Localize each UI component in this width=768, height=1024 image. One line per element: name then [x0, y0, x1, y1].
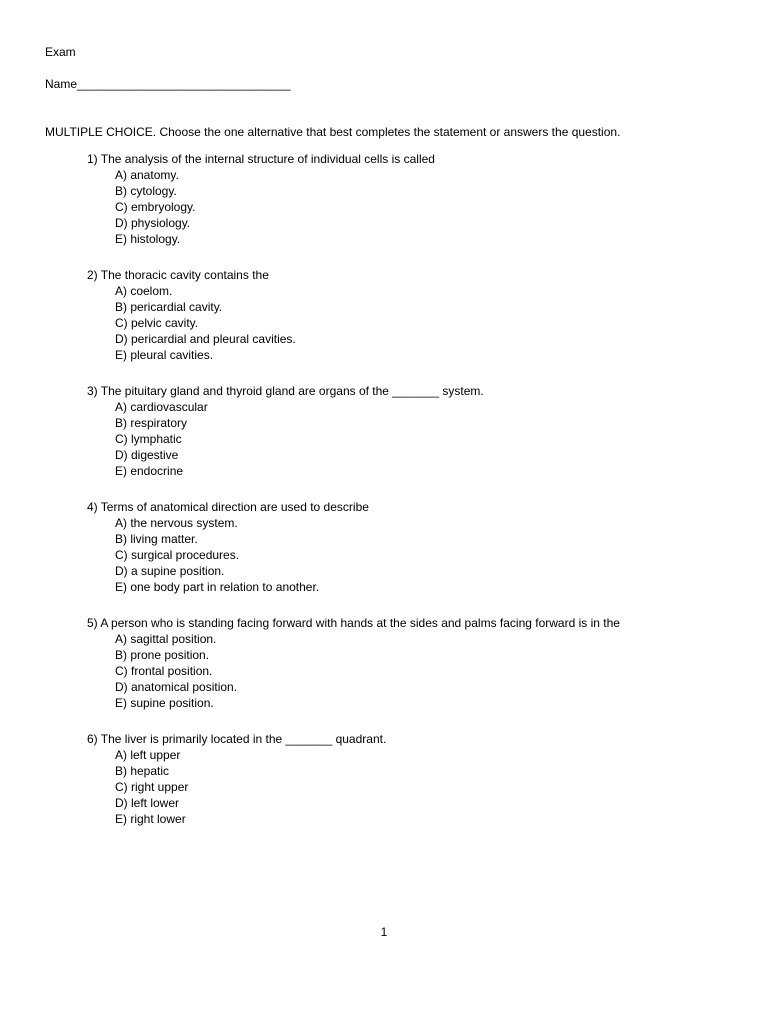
answer-choice-d: D) digestive	[115, 448, 179, 462]
answer-choice-c: C) lymphatic	[115, 432, 182, 446]
answer-choice-a: A) cardiovascular	[115, 400, 208, 414]
answer-choice-c: C) frontal position.	[115, 664, 213, 678]
question-list	[87, 151, 747, 847]
question-6	[87, 731, 747, 827]
answer-choice-d: D) left lower	[115, 796, 180, 810]
answer-choice-d: D) a supine position.	[115, 564, 225, 578]
question-stem: 5) A person who is standing facing forward with hands at the sides and palms facing forward is in the	[87, 616, 620, 630]
question-5	[87, 615, 747, 711]
question-stem: 1) The analysis of the internal structure of individual cells is called	[87, 152, 435, 166]
question-2	[87, 267, 747, 363]
question-stem: 2) The thoracic cavity contains the	[87, 268, 269, 282]
question-stem: 3) The pituitary gland and thyroid gland are organs of the _______ system.	[87, 384, 484, 398]
question-1	[87, 151, 747, 247]
answer-choice-b: B) pericardial cavity.	[115, 300, 223, 314]
answer-choice-b: B) cytology.	[115, 184, 177, 198]
answer-choice-e: E) pleural cavities.	[115, 348, 214, 362]
page-number: 1	[380, 925, 388, 939]
answer-choice-c: C) pelvic cavity.	[115, 316, 199, 330]
answer-choice-a: A) the nervous system.	[115, 516, 238, 530]
answer-choice-a: A) anatomy.	[115, 168, 179, 182]
answer-choices	[87, 167, 747, 247]
answer-choices	[87, 283, 747, 363]
answer-choice-d: D) pericardial and pleural cavities.	[115, 332, 296, 346]
question-stem: 6) The liver is primarily located in the _______ quadrant.	[87, 732, 387, 746]
answer-choices	[87, 747, 747, 827]
answer-choice-d: D) anatomical position.	[115, 680, 238, 694]
answer-choice-b: B) hepatic	[115, 764, 170, 778]
answer-choice-c: C) embryology.	[115, 200, 196, 214]
question-stem: 4) Terms of anatomical direction are used to describe	[87, 500, 369, 514]
answer-choices	[87, 631, 747, 711]
answer-choice-e: E) endocrine	[115, 464, 184, 478]
answer-choices	[87, 515, 747, 595]
answer-choice-b: B) respiratory	[115, 416, 188, 430]
answer-choice-d: D) physiology.	[115, 216, 191, 230]
name-field-line: Name________________________________	[45, 77, 291, 91]
answer-choice-c: C) surgical procedures.	[115, 548, 240, 562]
answer-choice-e: E) one body part in relation to another.	[115, 580, 320, 594]
answer-choice-e: E) right lower	[115, 812, 186, 826]
answer-choice-a: A) coelom.	[115, 284, 173, 298]
question-3	[87, 383, 747, 479]
question-4	[87, 499, 747, 595]
answer-choice-a: A) sagittal position.	[115, 632, 217, 646]
answer-choice-e: E) supine position.	[115, 696, 214, 710]
answer-choice-b: B) prone position.	[115, 648, 210, 662]
answer-choice-c: C) right upper	[115, 780, 189, 794]
exam-title: Exam	[45, 45, 76, 59]
answer-choice-b: B) living matter.	[115, 532, 198, 546]
instructions: MULTIPLE CHOICE. Choose the one alternative that best completes the statement or answers the question.	[45, 125, 621, 139]
answer-choices	[87, 399, 747, 479]
answer-choice-e: E) histology.	[115, 232, 181, 246]
answer-choice-a: A) left upper	[115, 748, 181, 762]
